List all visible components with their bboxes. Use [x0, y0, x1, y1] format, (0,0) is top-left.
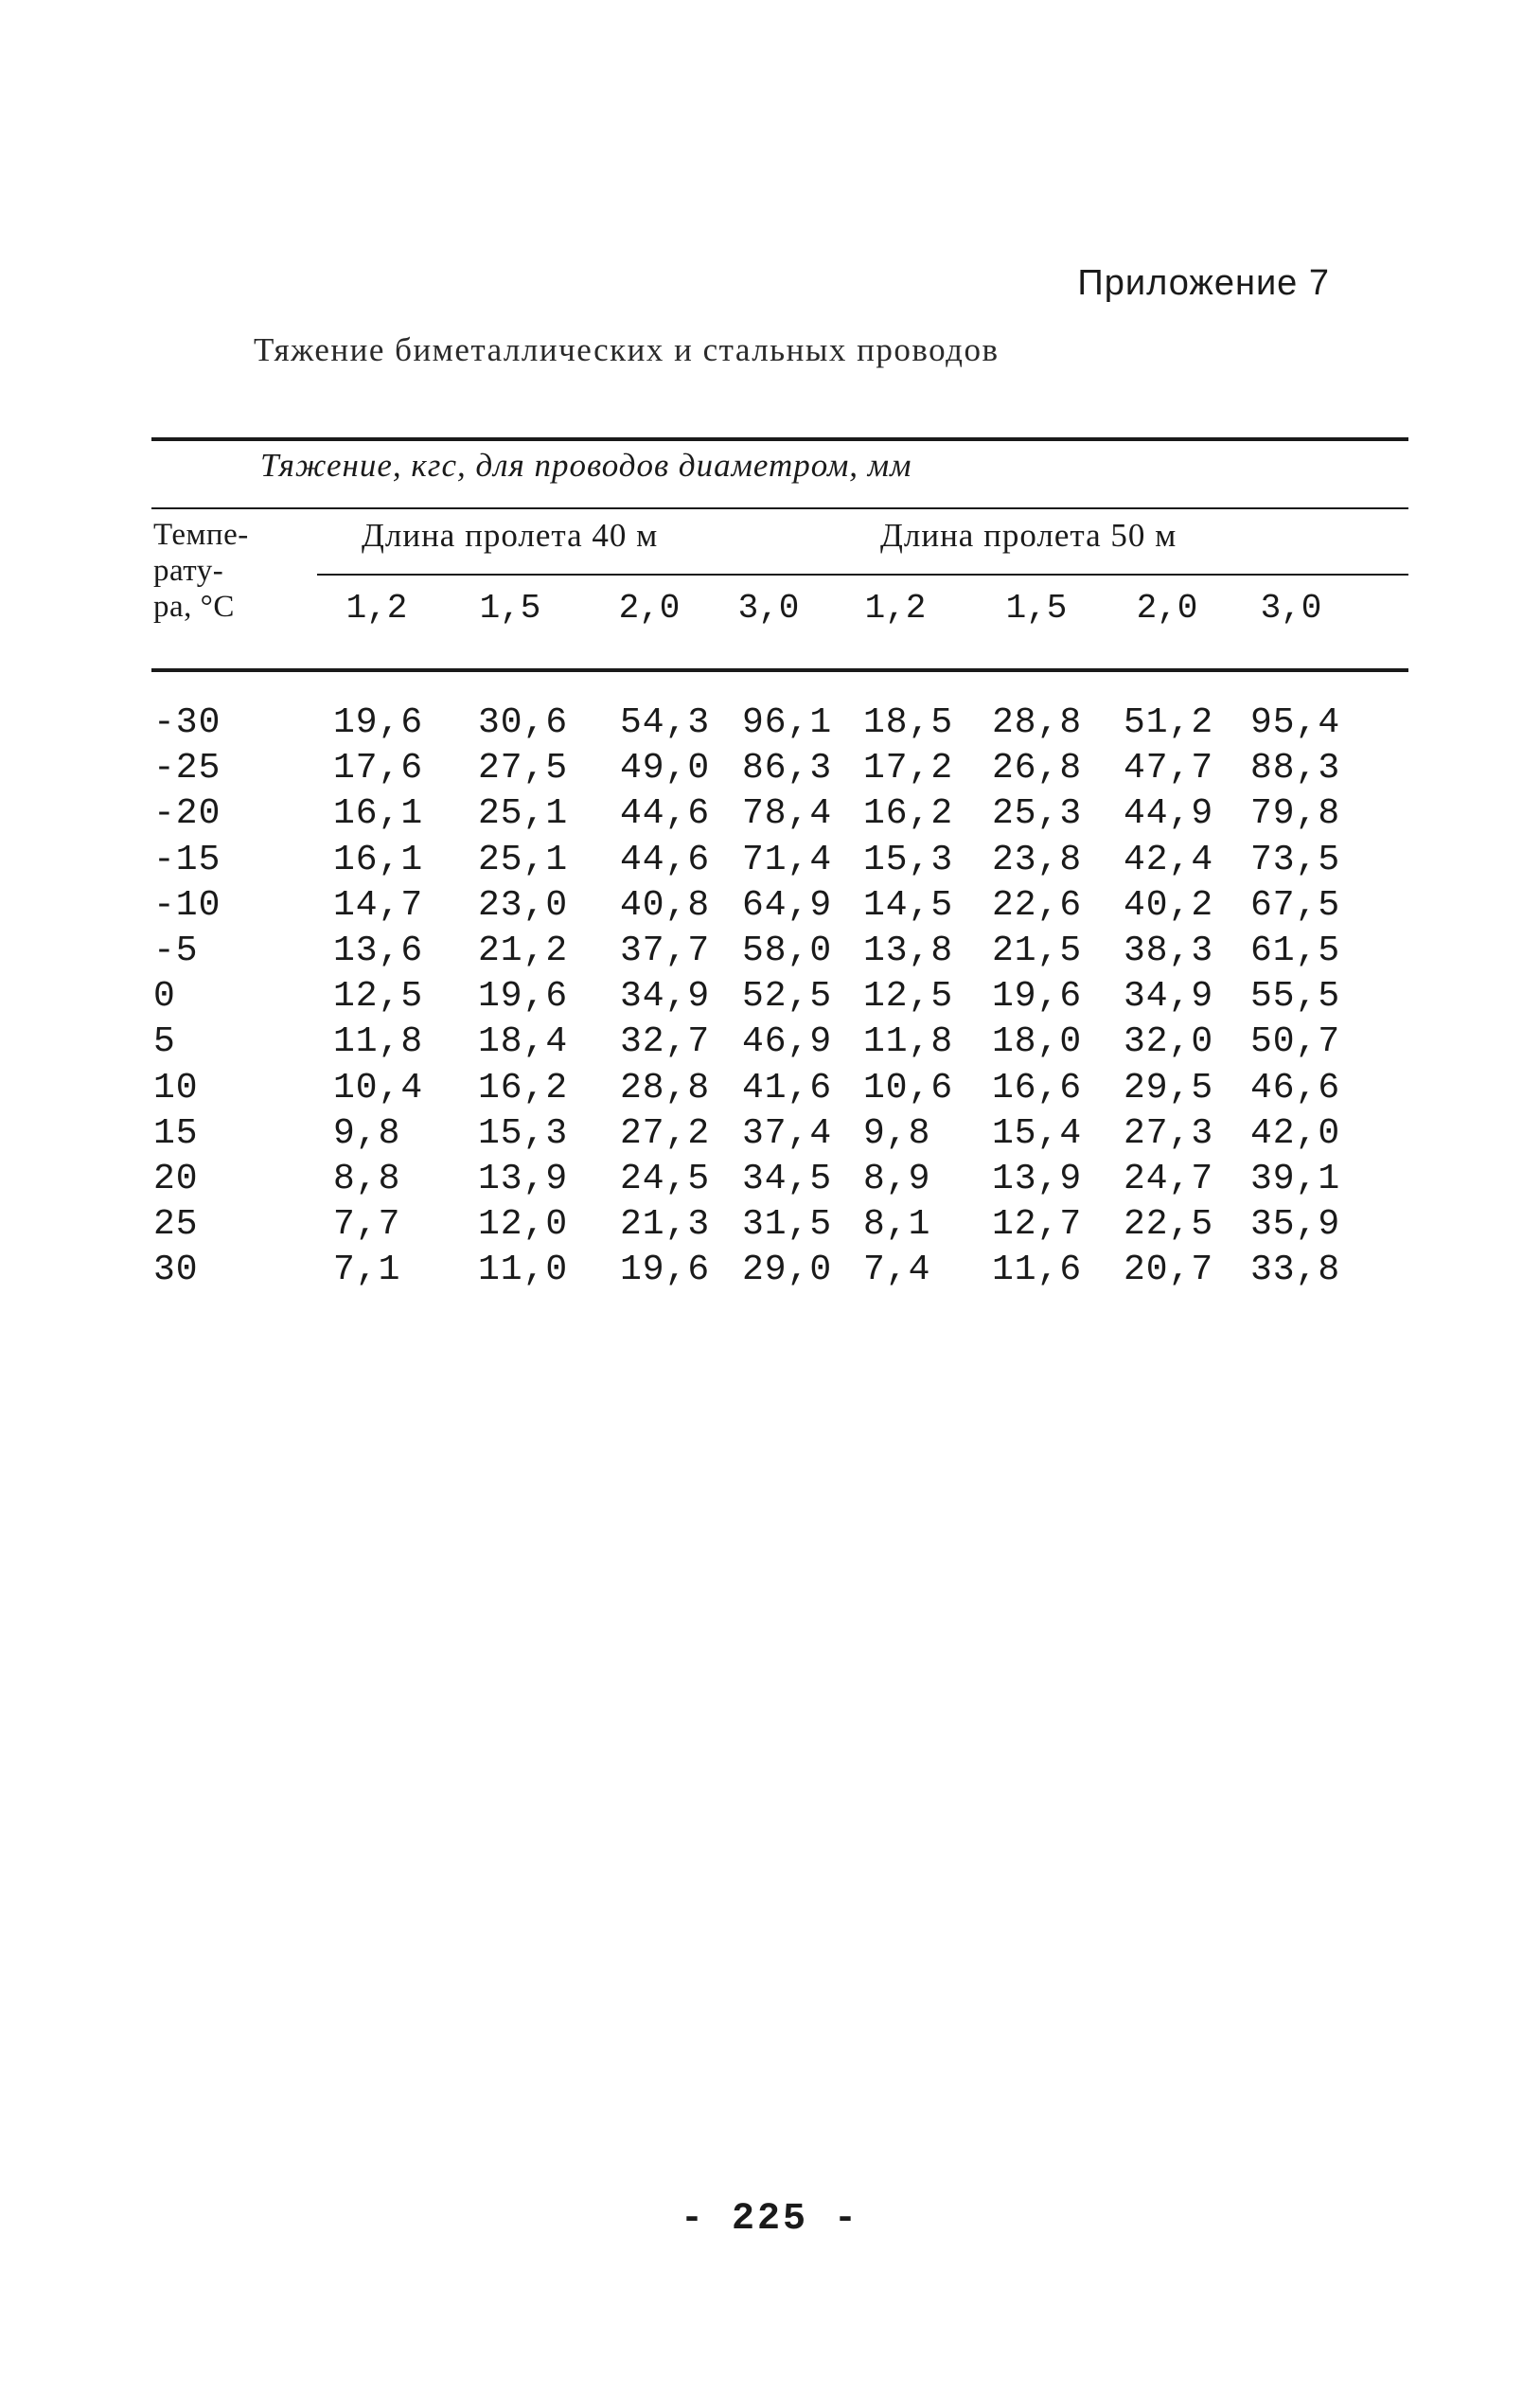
tension-cell: 11,0	[478, 1250, 569, 1291]
tension-cell: 51,2	[1124, 702, 1214, 743]
tension-cell: 47,7	[1124, 748, 1214, 789]
tension-cell: 29,5	[1124, 1067, 1214, 1108]
tension-cell: 19,6	[620, 1250, 711, 1291]
tension-cell: 16,1	[333, 793, 424, 835]
diameter-header: 3,0	[1260, 589, 1322, 628]
diameter-header: 1,2	[345, 589, 408, 628]
tension-cell: 12,0	[478, 1204, 569, 1246]
tension-cell: 26,8	[992, 748, 1083, 789]
tension-cell: 44,6	[620, 793, 711, 835]
tension-cell: 13,8	[863, 931, 954, 971]
diameter-header: 1,5	[479, 589, 541, 628]
temperature-cell: 20	[153, 1159, 199, 1199]
diameter-header: 3,0	[737, 589, 800, 628]
tension-cell: 15,4	[992, 1112, 1083, 1154]
tension-cell: 33,8	[1250, 1250, 1341, 1291]
tension-cell: 12,5	[333, 976, 424, 1018]
tension-cell: 17,6	[333, 748, 424, 789]
temperature-cell: 5	[153, 1021, 176, 1063]
tension-cell: 38,3	[1124, 931, 1214, 971]
tension-cell: 73,5	[1250, 839, 1341, 880]
tension-cell: 30,6	[478, 702, 569, 743]
tension-cell: 54,3	[620, 702, 711, 743]
tension-cell: 27,2	[620, 1112, 711, 1154]
temperature-cell: -15	[153, 839, 221, 880]
table-row	[0, 1250, 1540, 1295]
tension-cell: 15,3	[863, 839, 954, 880]
tension-cell: 25,1	[478, 839, 569, 880]
tension-cell: 19,6	[992, 976, 1083, 1018]
table-top-rule	[151, 437, 1408, 441]
tension-cell: 52,5	[742, 976, 833, 1018]
tension-cell: 71,4	[742, 839, 833, 880]
temperature-cell: 15	[153, 1112, 199, 1154]
tension-cell: 11,8	[863, 1021, 954, 1063]
tension-cell: 46,9	[742, 1021, 833, 1063]
tension-cell: 55,5	[1250, 976, 1341, 1018]
tension-cell: 7,1	[333, 1250, 401, 1291]
table-row	[0, 1021, 1540, 1067]
tension-cell: 31,5	[742, 1204, 833, 1246]
table-row	[0, 793, 1540, 839]
tension-cell: 13,9	[992, 1159, 1083, 1199]
tension-cell: 8,1	[863, 1204, 931, 1246]
table-row	[0, 1113, 1540, 1159]
tension-cell: 27,5	[478, 748, 569, 789]
tension-cell: 88,3	[1250, 748, 1341, 789]
tension-cell: 32,0	[1124, 1021, 1214, 1063]
temperature-cell: -20	[153, 793, 221, 835]
tension-cell: 21,2	[478, 931, 569, 971]
temperature-column-header	[153, 517, 249, 625]
tension-cell: 8,9	[863, 1159, 931, 1199]
tension-cell: 18,0	[992, 1021, 1083, 1063]
span-50-header: Длина пролета 50 м	[880, 517, 1177, 554]
tension-cell: 49,0	[620, 748, 711, 789]
tension-cell: 14,5	[863, 884, 954, 926]
temperature-header-line: рату-	[153, 554, 224, 588]
tension-cell: 24,5	[620, 1159, 711, 1199]
tension-cell: 32,7	[620, 1021, 711, 1063]
tension-cell: 23,0	[478, 884, 569, 926]
tension-cell: 27,3	[1124, 1112, 1214, 1154]
table-row	[0, 976, 1540, 1021]
temperature-cell: 25	[153, 1204, 199, 1246]
temperature-cell: -25	[153, 748, 221, 789]
tension-cell: 46,6	[1250, 1067, 1341, 1108]
tension-cell: 11,8	[333, 1021, 424, 1063]
tension-cell: 7,4	[863, 1250, 931, 1291]
tension-cell: 67,5	[1250, 884, 1341, 926]
tension-cell: 44,6	[620, 839, 711, 880]
span-40-header: Длина пролета 40 м	[362, 517, 659, 554]
tension-cell: 40,2	[1124, 884, 1214, 926]
document-title: Тяжение биметаллических и стальных проводов	[254, 331, 1000, 368]
temperature-header-line: ра, °С	[153, 590, 235, 624]
tension-cell: 37,7	[620, 931, 711, 971]
tension-cell: 79,8	[1250, 793, 1341, 835]
temperature-cell: 0	[153, 976, 176, 1018]
tension-cell: 37,4	[742, 1112, 833, 1154]
table-row	[0, 702, 1540, 748]
tension-cell: 7,7	[333, 1204, 401, 1246]
tension-cell: 22,5	[1124, 1204, 1214, 1246]
table-super-header: Тяжение, кгс, для проводов диаметром, мм	[260, 447, 912, 484]
table-header-rule	[151, 507, 1408, 509]
tension-cell: 11,6	[992, 1250, 1083, 1291]
tension-cell: 34,9	[1124, 976, 1214, 1018]
tension-cell: 19,6	[478, 976, 569, 1018]
tension-cell: 21,3	[620, 1204, 711, 1246]
tension-cell: 44,9	[1124, 793, 1214, 835]
tension-cell: 21,5	[992, 931, 1083, 971]
tension-cell: 42,0	[1250, 1112, 1341, 1154]
table-row	[0, 1204, 1540, 1250]
tension-cell: 78,4	[742, 793, 833, 835]
tension-cell: 58,0	[742, 931, 833, 971]
tension-cell: 18,5	[863, 702, 954, 743]
tension-cell: 8,8	[333, 1159, 401, 1199]
table-row	[0, 931, 1540, 976]
table-row	[0, 840, 1540, 885]
tension-cell: 16,2	[478, 1067, 569, 1108]
temperature-cell: 30	[153, 1250, 199, 1291]
diameter-header: 1,2	[864, 589, 927, 628]
tension-cell: 13,9	[478, 1159, 569, 1199]
tension-cell: 16,1	[333, 839, 424, 880]
page-number: - 225 -	[680, 2198, 860, 2241]
table-row	[0, 1159, 1540, 1204]
temperature-cell: 10	[153, 1067, 199, 1108]
tension-cell: 19,6	[333, 702, 424, 743]
tension-cell: 10,6	[863, 1067, 954, 1108]
tension-cell: 16,6	[992, 1067, 1083, 1108]
table-body-rule	[151, 668, 1408, 672]
tension-cell: 35,9	[1250, 1204, 1341, 1246]
tension-cell: 40,8	[620, 884, 711, 926]
tension-cell: 13,6	[333, 931, 424, 971]
tension-cell: 34,9	[620, 976, 711, 1018]
tension-cell: 24,7	[1124, 1159, 1214, 1199]
table-row	[0, 748, 1540, 793]
tension-cell: 41,6	[742, 1067, 833, 1108]
tension-cell: 12,7	[992, 1204, 1083, 1246]
diameter-header: 2,0	[1136, 589, 1198, 628]
tension-cell: 9,8	[333, 1112, 401, 1154]
tension-cell: 18,4	[478, 1021, 569, 1063]
tension-cell: 14,7	[333, 884, 424, 926]
table-row	[0, 885, 1540, 931]
temperature-header-line: Темпе-	[153, 518, 249, 552]
diameter-header: 1,5	[1005, 589, 1068, 628]
appendix-label: Приложение 7	[1077, 263, 1330, 303]
tension-cell: 42,4	[1124, 839, 1214, 880]
tension-cell: 15,3	[478, 1112, 569, 1154]
tension-cell: 25,3	[992, 793, 1083, 835]
tension-cell: 61,5	[1250, 931, 1341, 971]
temperature-cell: -30	[153, 702, 221, 743]
tension-cell: 39,1	[1250, 1159, 1341, 1199]
temperature-cell: -10	[153, 884, 221, 926]
tension-cell: 28,8	[992, 702, 1083, 743]
tension-cell: 17,2	[863, 748, 954, 789]
tension-cell: 28,8	[620, 1067, 711, 1108]
tension-cell: 96,1	[742, 702, 833, 743]
tension-cell: 29,0	[742, 1250, 833, 1291]
tension-cell: 23,8	[992, 839, 1083, 880]
tension-cell: 25,1	[478, 793, 569, 835]
tension-cell: 10,4	[333, 1067, 424, 1108]
tension-cell: 9,8	[863, 1112, 931, 1154]
tension-cell: 16,2	[863, 793, 954, 835]
diameter-header: 2,0	[618, 589, 681, 628]
table-row	[0, 1068, 1540, 1113]
group-header-rule	[317, 574, 1408, 576]
tension-cell: 34,5	[742, 1159, 833, 1199]
temperature-cell: -5	[153, 931, 199, 971]
tension-cell: 86,3	[742, 748, 833, 789]
tension-cell: 64,9	[742, 884, 833, 926]
tension-cell: 50,7	[1250, 1021, 1341, 1063]
tension-cell: 22,6	[992, 884, 1083, 926]
tension-cell: 12,5	[863, 976, 954, 1018]
tension-cell: 20,7	[1124, 1250, 1214, 1291]
tension-cell: 95,4	[1250, 702, 1341, 743]
